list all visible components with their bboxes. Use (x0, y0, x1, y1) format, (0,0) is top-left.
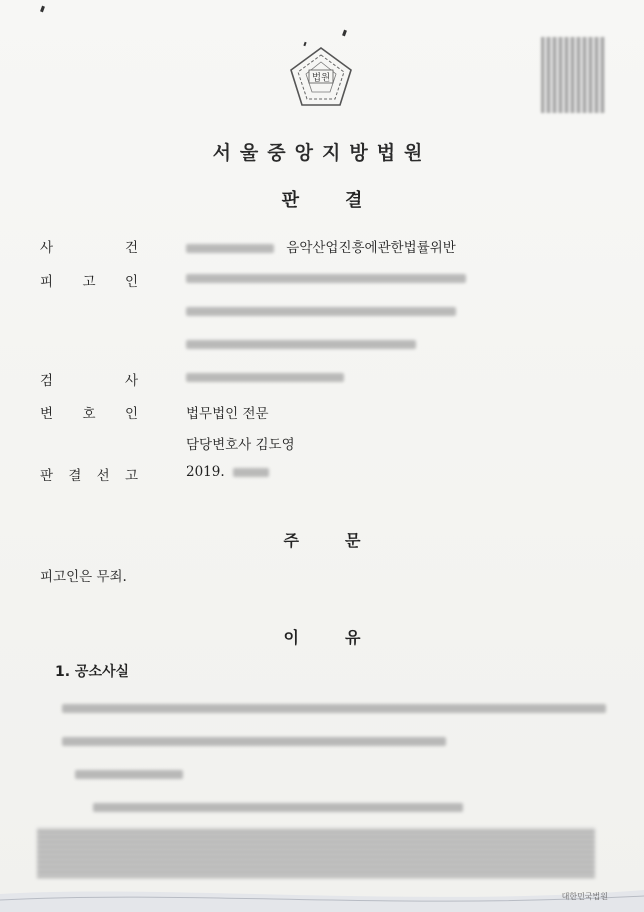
case-value (186, 236, 456, 256)
disposition-title: 주문 (283, 531, 407, 550)
redacted-text (186, 307, 456, 316)
paragraph-line (62, 698, 606, 717)
redacted-text (93, 803, 463, 812)
court-name: 서울중앙지방법원 (212, 142, 432, 164)
redacted-text (186, 373, 344, 382)
counsel-label: 변 호 인 (40, 406, 138, 422)
qr-code (541, 37, 605, 113)
scan-mark (40, 6, 45, 13)
scan-mark (342, 30, 347, 37)
prosecutor-value (186, 369, 344, 385)
sentencing-value (186, 464, 269, 480)
heading-indictment: 1. 공소사실 (55, 664, 130, 680)
court-seal-icon (288, 46, 354, 108)
redacted-text (186, 274, 466, 283)
redacted-text (62, 704, 606, 713)
case-label: 사 건 (40, 240, 138, 256)
document-title: 판결 (281, 190, 409, 211)
redacted-text (186, 340, 416, 349)
defendant-label: 피 고 인 (40, 274, 138, 290)
paragraph-line (75, 764, 183, 783)
redacted-text (233, 468, 269, 477)
prosecutor-label: 검 사 (40, 373, 138, 389)
redacted-footer-block (37, 828, 595, 878)
footer-swoosh-graphic (0, 880, 644, 912)
reasons-title: 이유 (283, 628, 407, 647)
disposition-text: 피고인은 무죄. (40, 569, 127, 585)
footer-text: 대한민국법원 (561, 892, 608, 901)
redacted-text (186, 244, 274, 253)
counsel-lawyer: 담당변호사 김도영 (186, 437, 295, 453)
defendant-line-1 (186, 270, 466, 286)
redacted-text (62, 737, 446, 746)
defendant-line-2 (186, 303, 456, 319)
paragraph-line (62, 731, 446, 750)
sentencing-label: 판 결 선 고 (40, 468, 138, 484)
sentencing-date: 2019. (186, 464, 225, 480)
case-name: 음악산업진흥에관한법률위반 (286, 240, 456, 256)
paragraph-line (93, 797, 463, 816)
counsel-firm: 법무법인 전문 (186, 406, 269, 422)
redacted-text (75, 770, 183, 779)
defendant-line-3 (186, 336, 416, 352)
seal-text: 법원 (311, 72, 331, 84)
